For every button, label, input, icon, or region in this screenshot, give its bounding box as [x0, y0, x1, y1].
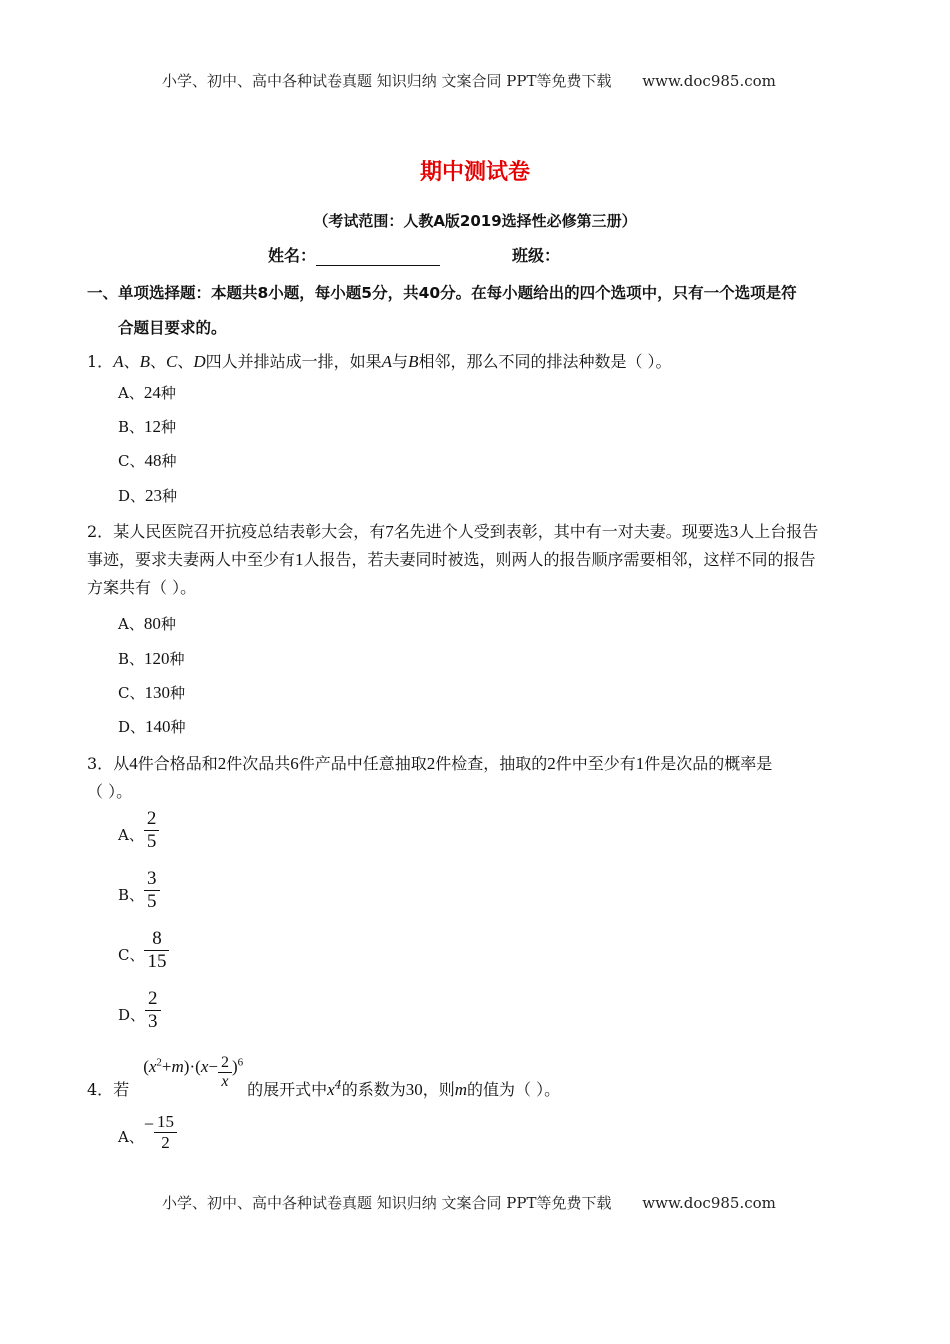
math-var: m [454, 1080, 467, 1099]
math-num: 2 [217, 754, 227, 773]
option-value: 80 [143, 614, 161, 633]
question-text: 人上台报告 [738, 522, 819, 541]
fraction [144, 868, 160, 913]
binomial-expression [143, 1054, 243, 1091]
question-text: ，则 [422, 1080, 455, 1099]
math-var: A [381, 352, 393, 371]
question-text: 四人并排站成一排，如果 [205, 352, 382, 371]
fraction-numerator: 8 [152, 928, 162, 949]
question-text: 与 [392, 352, 409, 371]
math-var: m [171, 1057, 184, 1076]
math-num: 2 [426, 754, 436, 773]
option-label: D、 [118, 1006, 146, 1024]
option-unit: 种 [160, 384, 176, 402]
exponent: 2 [156, 1056, 162, 1069]
option-label: A、 [118, 826, 144, 844]
option-unit: 种 [169, 650, 185, 668]
option-label: C、 [118, 684, 145, 702]
paren: ( [143, 1057, 149, 1076]
fraction [144, 808, 160, 853]
question-text: 事迹，要求夫妻两人中至少有 [87, 550, 296, 569]
question-text: 件产品中任意抽取 [298, 754, 427, 773]
header-url[interactable]: www.doc985.com [642, 72, 776, 90]
page-title: 期中测试卷 [419, 160, 530, 185]
question-text: 的系数为 [341, 1080, 406, 1099]
question-3 [87, 750, 865, 806]
q1-option-c[interactable] [118, 450, 177, 471]
paren: ( [195, 1057, 201, 1076]
question-text: 件检查，抽取的 [435, 754, 548, 773]
question-text: 相邻，那么不同的排法种数是（ ）。 [418, 352, 672, 371]
q3-option-b[interactable] [118, 868, 160, 913]
question-text: 人报告，若夫妻同时被选，则两人的报告顺序需要相邻，这样不同的报告 [303, 550, 816, 569]
operator: · [189, 1057, 196, 1076]
option-value: 12 [144, 417, 162, 436]
question-number: 2． [87, 522, 114, 541]
question-text: 的展开式中 [247, 1080, 328, 1099]
footer-url[interactable]: www.doc985.com [642, 1194, 776, 1212]
fraction-numerator: 3 [147, 868, 157, 889]
name-label: 姓名： [268, 246, 317, 265]
exponent: 4 [334, 1078, 342, 1092]
option-label: A、 [118, 384, 144, 402]
math-num: 1 [295, 550, 304, 569]
option-unit: 种 [161, 452, 177, 470]
math-var: x [221, 1073, 229, 1090]
fraction-numerator: 2 [146, 808, 157, 829]
option-label: C、 [118, 452, 145, 470]
option-label: D、 [118, 487, 146, 505]
option-label: B、 [118, 650, 145, 668]
question-text: 从 [113, 754, 130, 773]
question-number: 4． [87, 1080, 114, 1099]
paren: ) [183, 1057, 190, 1076]
question-text: 名先进个人受到表彰，其中有一对夫妻。现要选 [393, 522, 730, 541]
option-value: 23 [145, 486, 163, 505]
q3-option-a[interactable] [118, 808, 159, 853]
separator: 、 [149, 352, 166, 371]
q2-option-b[interactable] [118, 648, 185, 669]
math-num: 7 [385, 522, 394, 541]
paren: ) [231, 1057, 238, 1076]
fraction-denominator: 3 [145, 1010, 161, 1033]
math-num: 1 [635, 754, 645, 773]
q1-option-d[interactable] [118, 485, 177, 506]
fraction [144, 928, 169, 973]
math-num: 2 [547, 754, 556, 773]
option-value: 140 [145, 717, 171, 736]
name-blank [316, 247, 440, 266]
option-value: 130 [144, 683, 170, 702]
separator: 、 [123, 352, 140, 371]
x4-term [327, 1080, 342, 1099]
math-num: 4 [129, 754, 138, 773]
exponent: 6 [237, 1056, 244, 1069]
option-label: D、 [118, 718, 146, 736]
fraction [218, 1054, 232, 1091]
q1-option-b[interactable] [118, 416, 176, 437]
q2-option-c[interactable] [118, 682, 185, 703]
q4-option-a[interactable] [118, 1114, 177, 1153]
fraction-numerator: 2 [148, 988, 158, 1009]
math-var: x [148, 1057, 157, 1076]
fraction [145, 988, 161, 1033]
option-label: C、 [118, 946, 145, 964]
section-heading-line2: 合题目要求的。 [118, 319, 227, 337]
question-text: 件合格品和 [137, 754, 218, 773]
page-header [162, 70, 776, 91]
q1-option-a[interactable] [118, 382, 176, 403]
option-unit: 种 [162, 487, 178, 505]
fraction-denominator: 5 [144, 830, 160, 853]
operator: + [161, 1057, 172, 1076]
exam-scope: （考试范围：人教A版2019选择性必修第三册） [313, 212, 637, 230]
option-unit: 种 [169, 684, 185, 702]
question-number: 1． [87, 352, 114, 371]
option-unit: 种 [170, 718, 186, 736]
math-num: 30 [405, 1080, 423, 1099]
math-var: B [408, 352, 419, 371]
section-heading-line1: 一、单项选择题：本题共8小题，每小题5分，共40分。在每小题给出的四个选项中，只有一个选项是符 [87, 284, 797, 302]
q2-option-d[interactable] [118, 716, 186, 737]
question-text: 的值为（ ）。 [467, 1080, 561, 1099]
class-label: 班级： [512, 246, 561, 265]
question-text: 件中至少有 [555, 754, 636, 773]
math-var: A [113, 352, 124, 371]
question-2 [87, 518, 865, 602]
fraction-denominator [218, 1072, 232, 1091]
math-num: 3 [729, 522, 739, 541]
question-1 [87, 347, 672, 377]
fraction [154, 1112, 177, 1153]
header-text: 小学、初中、高中各种试卷真题 知识归纳 文案合同 PPT等免费下载 [162, 72, 612, 90]
math-var: C [166, 352, 178, 371]
q3-option-d[interactable] [118, 988, 161, 1033]
question-number: 3． [87, 754, 114, 773]
option-label: B、 [118, 886, 145, 904]
fraction-denominator: 5 [144, 890, 160, 913]
option-value: 24 [143, 383, 161, 402]
option-unit: 种 [161, 418, 177, 436]
option-unit: 种 [160, 615, 176, 633]
name-field [268, 243, 440, 266]
question-text: 件次品共 [226, 754, 291, 773]
math-var: B [139, 352, 150, 371]
question-4 [87, 1054, 561, 1100]
minus-sign: − [143, 1114, 154, 1134]
question-text: 件是次品的概率是 [644, 754, 773, 773]
math-var: D [193, 352, 206, 371]
page-footer [162, 1192, 776, 1213]
separator: 、 [177, 352, 194, 371]
question-text: （ ）。 [87, 782, 133, 801]
option-label: A、 [118, 615, 144, 633]
footer-text: 小学、初中、高中各种试卷真题 知识归纳 文案合同 PPT等免费下载 [162, 1194, 612, 1212]
q2-option-a[interactable] [118, 613, 176, 634]
math-var: x [200, 1057, 209, 1076]
math-var: x [327, 1080, 335, 1099]
option-value: 48 [144, 451, 162, 470]
question-text: 若 [113, 1080, 130, 1099]
option-label: A、 [118, 1128, 144, 1146]
question-text: 某人民医院召开抗疫总结表彰大会，有 [113, 522, 386, 541]
q3-option-c[interactable] [118, 928, 169, 973]
fraction-denominator: 15 [144, 950, 169, 973]
fraction-numerator: 2 [220, 1054, 229, 1071]
option-value: 120 [144, 649, 170, 668]
operator: − [208, 1057, 218, 1076]
option-label: B、 [118, 418, 145, 436]
question-text: 方案共有（ ）。 [87, 578, 197, 597]
fraction-denominator: 2 [154, 1132, 177, 1153]
math-num: 6 [290, 754, 299, 773]
fraction-numerator: 15 [157, 1112, 174, 1131]
